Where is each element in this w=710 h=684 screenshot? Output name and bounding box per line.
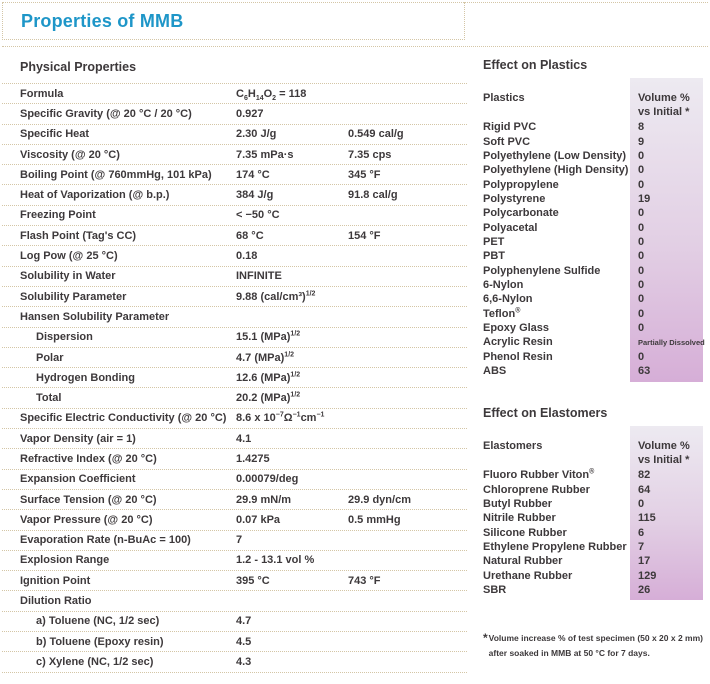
property-value-primary: 9.88 $(cal/cm^3)^{1/2}$ <box>236 289 316 303</box>
material-row <box>483 206 705 220</box>
property-value-primary: 29.9 mN/m <box>236 493 292 506</box>
property-row <box>2 84 467 104</box>
plastics-volume-column-header <box>638 92 705 119</box>
material-volume-value: 129 <box>638 569 657 582</box>
property-value-primary: 7 <box>236 534 243 547</box>
property-row <box>2 652 467 672</box>
material-row <box>483 511 705 525</box>
page-title: Properties of MMB <box>21 11 184 31</box>
property-label: Expansion Coefficient <box>20 473 136 486</box>
material-row <box>483 497 705 511</box>
property-row <box>2 591 467 611</box>
property-label: Flash Point (Tag's CC) <box>20 229 137 242</box>
effect-on-elastomers-heading: Effect on Elastomers <box>483 406 608 420</box>
volume-header-line1: Volume % <box>638 440 690 452</box>
material-row <box>483 335 705 349</box>
material-volume-value: 7 <box>638 540 645 553</box>
property-row <box>2 226 467 246</box>
material-label: Polycarbonate <box>483 207 559 220</box>
property-value-primary: 0.07 kPa <box>236 513 281 526</box>
property-row <box>2 348 467 368</box>
material-volume-value: 6 <box>638 526 645 539</box>
property-label: Refractive Index (@ 20 °C) <box>20 452 157 465</box>
property-value-primary: 1.2 - 13.1 vol % <box>236 554 315 567</box>
volume-header-line1: Volume % <box>638 92 690 104</box>
property-label: c) Xylene (NC, 1/2 sec) <box>36 655 154 668</box>
title-box <box>2 2 465 40</box>
footnote-marker: * <box>483 631 488 645</box>
property-value-primary: < −50 °C <box>236 209 280 222</box>
material-label: Phenol Resin <box>483 350 553 363</box>
material-label: Polyethylene (Low Density) <box>483 149 627 162</box>
material-row <box>483 583 705 597</box>
material-volume-value: 0 <box>638 164 645 177</box>
plastics-table-header <box>483 92 705 119</box>
material-volume-value: 0 <box>638 497 645 510</box>
material-row <box>483 482 705 496</box>
material-volume-value: 26 <box>638 583 651 596</box>
physical-properties-heading: Physical Properties <box>2 58 467 84</box>
material-label: Rigid PVC <box>483 121 537 134</box>
property-value-secondary: 91.8 cal/g <box>348 189 398 202</box>
property-label: b) Toluene (Epoxy resin) <box>36 635 164 648</box>
volume-header-line2: vs Initial * <box>638 105 690 118</box>
material-row <box>483 278 705 292</box>
material-row <box>483 134 705 148</box>
property-label: Hydrogen Bonding <box>36 371 135 384</box>
material-label: PBT <box>483 250 505 263</box>
material-row <box>483 163 705 177</box>
material-row <box>483 468 705 482</box>
property-value-primary: 2.30 J/g <box>236 128 277 141</box>
property-label: Hansen Solubility Parameter <box>20 310 170 323</box>
elastomers-column-header: Elastomers <box>483 440 543 452</box>
material-row <box>483 177 705 191</box>
property-value-primary: 1.4275 <box>236 452 270 465</box>
material-label: Polyacetal <box>483 221 538 234</box>
property-label: Vapor Density (air = 1) <box>20 432 136 445</box>
material-volume-value: 0 <box>638 235 645 248</box>
property-row <box>2 307 467 327</box>
property-value-primary: 15.1 (MPa)$^{1/2}$ <box>236 330 301 344</box>
property-value-primary: 20.2 (MPa)$^{1/2}$ <box>236 391 301 405</box>
material-row <box>483 525 705 539</box>
material-label: Chloroprene Rubber <box>483 483 590 496</box>
footnote-text <box>489 631 703 661</box>
material-volume-value: 19 <box>638 192 651 205</box>
property-label: Dilution Ratio <box>20 595 92 608</box>
property-label: Viscosity (@ 20 °C) <box>20 148 120 161</box>
property-row <box>2 510 467 530</box>
effect-on-elastomers-section <box>483 404 705 614</box>
property-label: Freezing Point <box>20 209 96 222</box>
material-row <box>483 554 705 568</box>
elastomers-volume-column-header <box>638 440 705 467</box>
elastomers-rows <box>483 468 705 597</box>
material-row <box>483 540 705 554</box>
footnote-line1: Volume increase % of test specimen (50 x 20 x 2 mm) <box>488 633 703 643</box>
material-volume-value: 9 <box>638 135 645 148</box>
property-value-primary: 68 °C <box>236 229 264 242</box>
footnote-line2: after soaked in MMB at 50 °C for 7 days. <box>488 648 650 658</box>
material-row <box>483 120 705 134</box>
property-row <box>2 267 467 287</box>
property-value-primary: 8.6 x $10^{-7}\Omega^{-1}cm^{-1}$ <box>236 411 325 425</box>
property-value-primary: 7.35 mPa·s <box>236 148 294 161</box>
material-row <box>483 263 705 277</box>
physical-properties-table <box>2 58 467 673</box>
material-volume-value: 0 <box>638 149 645 162</box>
property-value-primary: 4.3 <box>236 655 252 668</box>
plastics-rows <box>483 120 705 378</box>
property-value-primary: 384 J/g <box>236 189 274 202</box>
property-row <box>2 571 467 591</box>
property-value-secondary: 154 °F <box>348 229 381 242</box>
property-value-primary: $C_6H_{14}O_2 = 118$ <box>236 87 307 102</box>
material-row <box>483 364 705 378</box>
material-volume-value: Partially Dissolved <box>638 337 705 347</box>
property-row <box>2 632 467 652</box>
property-row <box>2 409 467 429</box>
title-divider <box>2 46 708 47</box>
property-row <box>2 551 467 571</box>
property-value-primary: 395 °C <box>236 574 270 587</box>
material-row <box>483 568 705 582</box>
property-row <box>2 429 467 449</box>
elastomers-table-header <box>483 440 705 467</box>
property-row <box>2 246 467 266</box>
material-row <box>483 235 705 249</box>
property-row <box>2 328 467 348</box>
material-row <box>483 350 705 364</box>
effect-on-plastics-section <box>483 56 705 396</box>
material-label: Nitrile Rubber <box>483 512 556 525</box>
property-value-secondary: 743 °F <box>348 574 381 587</box>
volume-header-line2: vs Initial * <box>638 453 690 466</box>
property-row <box>2 185 467 205</box>
property-value-primary: 0.18 <box>236 250 258 263</box>
material-label: Butyl Rubber <box>483 497 553 510</box>
property-value-primary: 12.6 (MPa)$^{1/2}$ <box>236 371 301 384</box>
property-row <box>2 125 467 145</box>
property-value-secondary: 29.9 dyn/cm <box>348 493 411 506</box>
property-value-secondary: 0.5 mmHg <box>348 513 401 526</box>
material-volume-value: 0 <box>638 207 645 220</box>
property-value-primary: 4.7 <box>236 615 252 628</box>
material-label: Urethane Rubber <box>483 569 573 582</box>
material-volume-value: 0 <box>638 307 645 320</box>
material-label: Epoxy Glass <box>483 321 550 334</box>
material-label: Polystyrene <box>483 192 546 205</box>
property-label: Total <box>36 392 62 405</box>
material-volume-value: 0 <box>638 293 645 306</box>
material-label: Soft PVC <box>483 135 531 148</box>
property-row <box>2 612 467 632</box>
property-row <box>2 368 467 388</box>
property-row <box>2 145 467 165</box>
material-row <box>483 149 705 163</box>
material-label: SBR <box>483 583 507 596</box>
material-label: Fluoro Rubber Viton® <box>483 468 595 482</box>
material-label: Polypropylene <box>483 178 559 191</box>
property-label: Heat of Vaporization (@ b.p.) <box>20 189 170 202</box>
property-value-primary: INFINITE <box>236 270 282 283</box>
material-volume-value: 0 <box>638 250 645 263</box>
property-label: Polar <box>36 351 64 364</box>
material-volume-value: 82 <box>638 469 651 482</box>
property-label: Evaporation Rate (n-BuAc = 100) <box>20 534 191 547</box>
property-row <box>2 104 467 124</box>
property-row <box>2 165 467 185</box>
property-label: Ignition Point <box>20 574 91 587</box>
material-label: ABS <box>483 365 507 378</box>
property-label: Specific Heat <box>20 128 90 141</box>
material-row <box>483 292 705 306</box>
property-label: Surface Tension (@ 20 °C) <box>20 493 157 506</box>
property-value-secondary: 7.35 cps <box>348 148 392 161</box>
material-row <box>483 192 705 206</box>
property-value-secondary: 0.549 cal/g <box>348 128 404 141</box>
material-volume-value: 0 <box>638 321 645 334</box>
property-row <box>2 388 467 408</box>
material-volume-value: 64 <box>638 483 651 496</box>
property-label: Dispersion <box>36 331 93 344</box>
property-value-primary: 4.7 (MPa)$^{1/2}$ <box>236 350 295 364</box>
effect-on-plastics-heading: Effect on Plastics <box>483 58 588 72</box>
material-label: 6,6-Nylon <box>483 293 533 306</box>
material-label: Silicone Rubber <box>483 526 567 539</box>
property-label: Vapor Pressure (@ 20 °C) <box>20 513 153 526</box>
property-label: Specific Gravity (@ 20 °C / 20 °C) <box>20 107 192 120</box>
material-label: Ethylene Propylene Rubber <box>483 540 627 553</box>
property-value-secondary: 345 °F <box>348 168 381 181</box>
footnote <box>483 631 703 661</box>
property-value-primary: 4.5 <box>236 635 252 648</box>
material-volume-value: 0 <box>638 221 645 234</box>
property-label: a) Toluene (NC, 1/2 sec) <box>36 615 160 628</box>
property-label: Formula <box>20 87 64 100</box>
property-value-primary: 0.00079/deg <box>236 473 299 486</box>
material-volume-value: 8 <box>638 121 645 134</box>
property-label: Log Pow (@ 25 °C) <box>20 250 118 263</box>
property-label: Solubility in Water <box>20 270 116 283</box>
material-row <box>483 249 705 263</box>
material-row <box>483 306 705 320</box>
property-label: Explosion Range <box>20 554 110 567</box>
material-label: Acrylic Resin <box>483 336 553 349</box>
property-label: Solubility Parameter <box>20 290 127 303</box>
material-volume-value: 63 <box>638 365 651 378</box>
material-row <box>483 220 705 234</box>
property-row <box>2 470 467 490</box>
material-label: Teflon® <box>483 306 521 320</box>
property-row <box>2 490 467 510</box>
property-label: Specific Electric Conductivity (@ 20 °C) <box>20 412 227 425</box>
property-row <box>2 287 467 307</box>
property-value-primary: 4.1 <box>236 432 252 445</box>
physical-properties-rows <box>2 84 467 673</box>
material-label: PET <box>483 235 505 248</box>
property-label: Boiling Point (@ 760mmHg, 101 kPa) <box>20 168 212 181</box>
property-value-primary: 174 °C <box>236 168 270 181</box>
material-volume-value: 0 <box>638 264 645 277</box>
material-label: 6-Nylon <box>483 278 524 291</box>
material-label: Natural Rubber <box>483 555 563 568</box>
material-volume-value: 115 <box>638 512 656 525</box>
material-row <box>483 321 705 335</box>
property-row <box>2 206 467 226</box>
property-value-primary: 0.927 <box>236 107 264 120</box>
material-volume-value: 0 <box>638 278 645 291</box>
material-volume-value: 0 <box>638 178 645 191</box>
material-label: Polyphenylene Sulfide <box>483 264 601 277</box>
property-row <box>2 531 467 551</box>
material-volume-value: 0 <box>638 350 645 363</box>
plastics-column-header: Plastics <box>483 92 525 104</box>
material-label: Polyethylene (High Density) <box>483 164 629 177</box>
material-volume-value: 17 <box>638 555 651 568</box>
property-row <box>2 449 467 469</box>
